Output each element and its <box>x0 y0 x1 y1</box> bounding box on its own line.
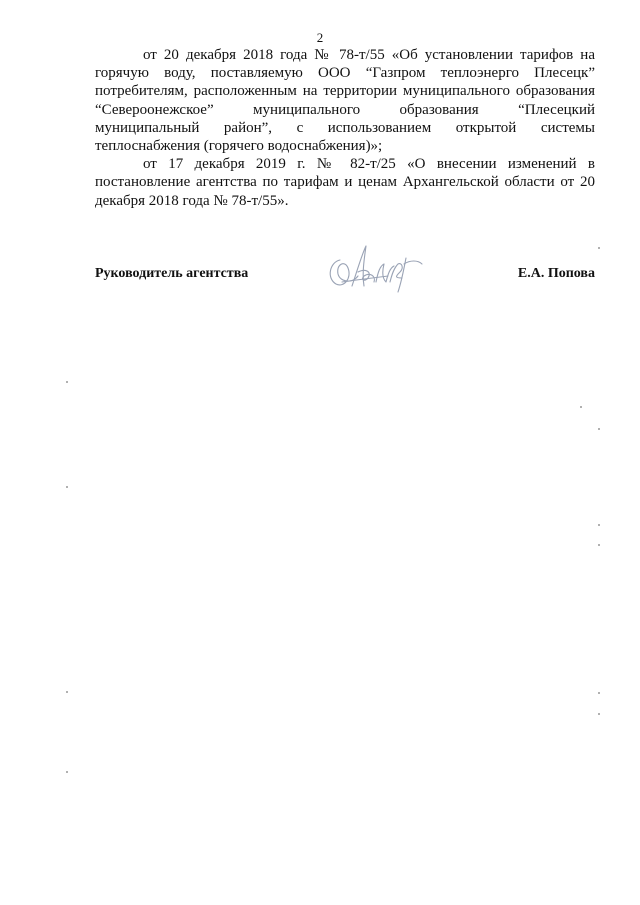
scan-speck <box>598 713 600 715</box>
scan-speck <box>598 692 600 694</box>
signature-block <box>95 266 595 290</box>
signatory-name: Е.А. Попова <box>517 266 595 281</box>
scan-speck <box>66 771 68 773</box>
scan-speck <box>580 406 582 408</box>
paragraph-resolution-78: от 20 декабря 2018 года № 78-т/55 «Об установлении тарифов на горячую воду, поставляемую ООО “Газпром теплоэнерго Плесецк” потребителям, расположенным на территории муниципального образования “Североонежское” муниципального образования “Плесецкий муниципальный район”, с использованием открытой системы теплоснабжения (горячего водоснабжения)»; <box>95 47 595 155</box>
scan-speck <box>598 247 600 249</box>
scan-speck <box>598 524 600 526</box>
scan-speck <box>66 691 68 693</box>
page-number: 2 <box>316 30 324 45</box>
scan-speck <box>66 486 68 488</box>
scan-speck <box>598 544 600 546</box>
paragraph-resolution-82: от 17 декабря 2019 г. № 82-т/25 «О внесении изменений в постановление агентства по тарифам и ценам Архангельской области от 20 декабря 2018 года № 78-т/55». <box>95 156 595 209</box>
document-body <box>95 46 595 210</box>
scan-speck <box>598 428 600 430</box>
scan-speck <box>66 381 68 383</box>
signatory-title: Руководитель агентства <box>95 266 249 281</box>
